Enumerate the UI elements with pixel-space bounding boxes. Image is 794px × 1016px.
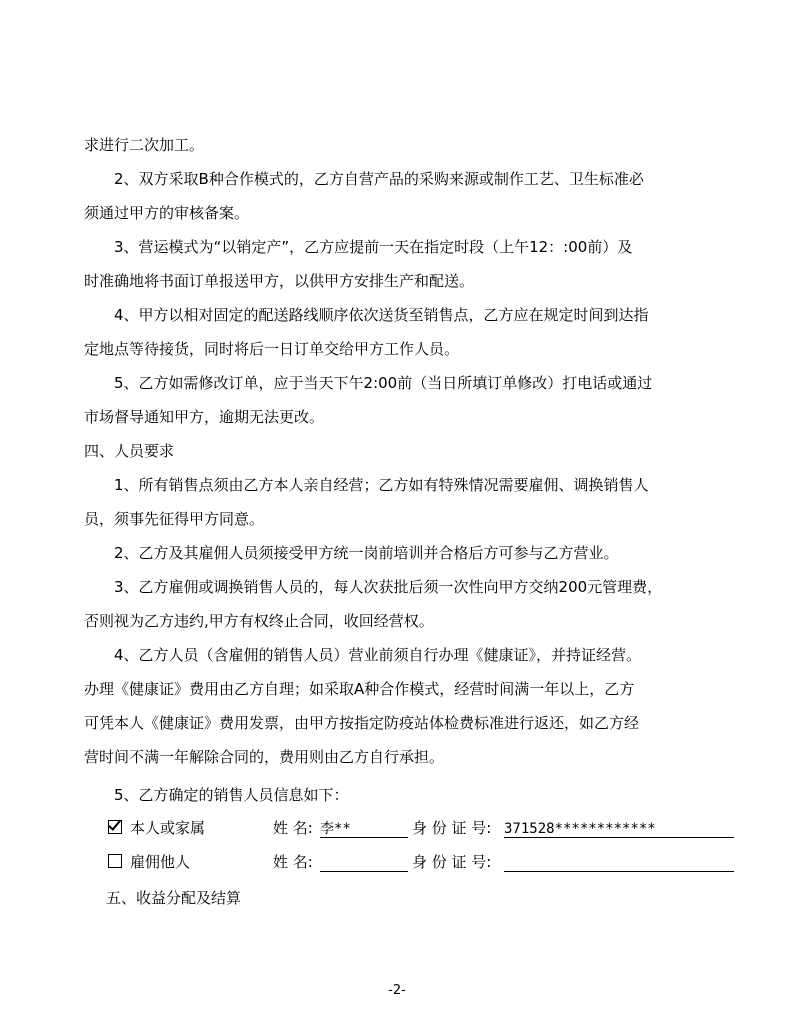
staff-info-row (0, 852, 794, 874)
option-label: 本人或家属 (130, 819, 206, 837)
checkbox-hire-others[interactable] (108, 854, 122, 868)
page-number: -2- (388, 983, 406, 998)
paragraph-line: 4、乙方人员（含雇佣的销售人员）营业前须自行办理《健康证》，并持证经营。 (114, 646, 642, 664)
id-label: 身 份 证 号: (412, 819, 492, 837)
paragraph-line: 办理《健康证》费用由乙方自理；如采取A种合作模式，经营时间满一年以上，乙方 (84, 680, 635, 698)
name-field[interactable] (320, 818, 408, 838)
name-field[interactable] (320, 852, 408, 872)
paragraph-line: 营时间不满一年解除合同的，费用则由乙方自行承担。 (84, 748, 445, 766)
paragraph-line: 可凭本人《健康证》费用发票，由甲方按指定防疫站体检费标准进行返还，如乙方经 (84, 714, 640, 732)
paragraph-line: 5、乙方确定的销售人员信息如下： (114, 786, 349, 804)
name-value: 李** (320, 821, 351, 837)
paragraph-line: 定地点等待接货，同时将后一日订单交给甲方工作人员。 (84, 340, 460, 358)
paragraph-line: 市场督导通知甲方，逾期无法更改。 (84, 408, 325, 426)
name-label: 姓 名: (273, 853, 313, 871)
id-label: 身 份 证 号: (412, 853, 492, 871)
section-heading: 五、收益分配及结算 (106, 889, 242, 907)
paragraph-line: 求进行二次加工。 (84, 136, 205, 154)
paragraph-line: 2、乙方及其雇佣人员须接受甲方统一岗前培训并合格后方可参与乙方营业。 (114, 544, 619, 562)
checkbox-self-or-family[interactable] (108, 820, 122, 834)
option-label: 雇佣他人 (130, 853, 191, 871)
paragraph-line: 员，须事先征得甲方同意。 (84, 510, 265, 528)
id-number-field[interactable] (504, 818, 734, 838)
name-label: 姓 名: (273, 819, 313, 837)
paragraph-line: 否则视为乙方违约,甲方有权终止合同，收回经营权。 (84, 612, 434, 630)
paragraph-line: 1、所有销售点须由乙方本人亲自经营；乙方如有特殊情况需要雇佣、调换销售人 (114, 476, 649, 494)
paragraph-line: 3、营运模式为“以销定产”，乙方应提前一天在指定时段（上午12：:00前）及 (114, 238, 633, 256)
section-heading: 四、人员要求 (84, 442, 175, 460)
id-number-field[interactable] (504, 852, 734, 872)
paragraph-line: 3、乙方雇佣或调换销售人员的，每人次获批后须一次性向甲方交纳200元管理费， (114, 578, 663, 596)
paragraph-line: 须通过甲方的审核备案。 (84, 204, 250, 222)
paragraph-line: 2、双方采取B种合作模式的，乙方自营产品的采购来源或制作工艺、卫生标准必 (114, 170, 644, 188)
id-number-value: 371528************ (504, 821, 656, 837)
paragraph-line: 5、乙方如需修改订单，应于当天下午2:00前（当日所填订单修改）打电话或通过 (114, 374, 653, 392)
staff-info-row (0, 818, 794, 840)
paragraph-line: 4、甲方以相对固定的配送路线顺序依次送货至销售点，乙方应在规定时间到达指 (114, 306, 649, 324)
paragraph-line: 时准确地将书面订单报送甲方，以供甲方安排生产和配送。 (84, 272, 475, 290)
